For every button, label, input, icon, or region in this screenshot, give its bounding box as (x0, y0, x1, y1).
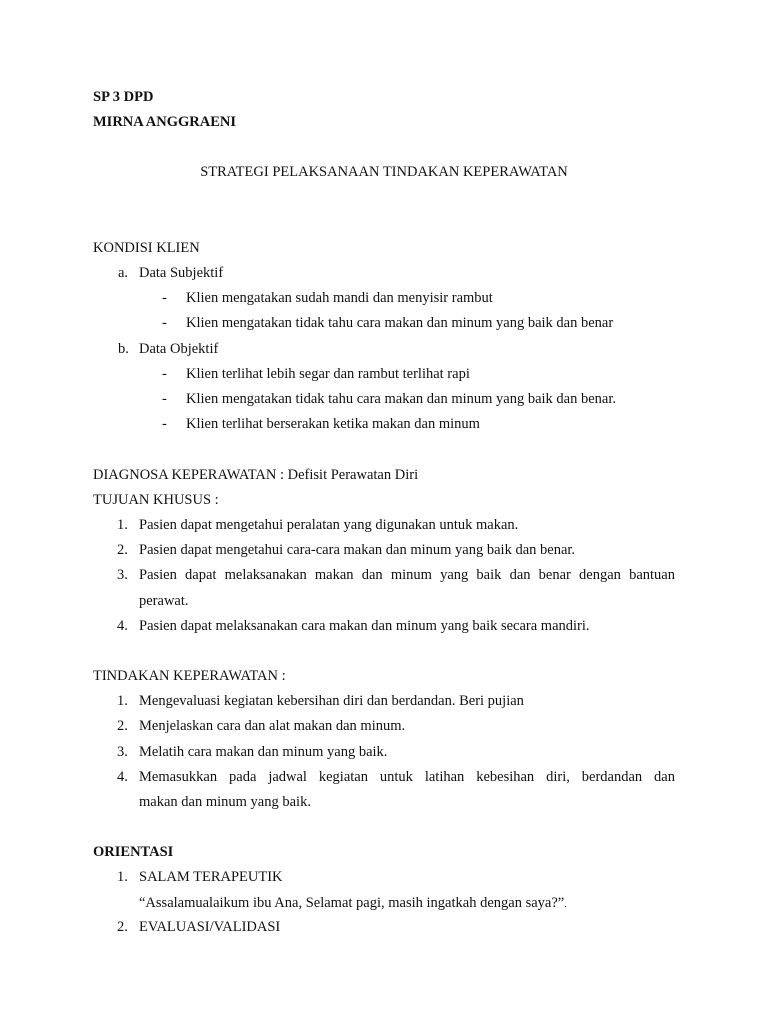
list-item: Pasien dapat melaksanakan makan dan minum yang baik dan benar dengan bantuan (139, 567, 675, 583)
list-number: 2. (117, 919, 128, 935)
list-item: Klien mengatakan sudah mandi dan menyisir rambut (186, 290, 493, 306)
document-code: SP 3 DPD (93, 89, 154, 105)
list-dash: - (162, 315, 167, 331)
list-item: Menjelaskan cara dan alat makan dan minum. (139, 718, 406, 734)
list-number: 4. (117, 618, 128, 634)
subjektif-marker: a. (118, 265, 129, 281)
list-dash: - (162, 290, 167, 306)
list-number: 3. (117, 567, 128, 583)
tindakan-heading: TINDAKAN KEPERAWATAN : (93, 668, 286, 684)
author-name: MIRNA ANGGRAENI (93, 114, 236, 130)
list-number: 1. (117, 693, 128, 709)
list-item: Klien mengatakan tidak tahu cara makan dan minum yang baik dan benar (186, 315, 614, 331)
list-item: SALAM TERAPEUTIK (139, 869, 283, 885)
subjektif-label: Data Subjektif (139, 265, 224, 281)
list-number: 2. (117, 542, 128, 558)
list-dash: - (162, 416, 167, 432)
list-number: 2. (117, 718, 128, 734)
list-number: 4. (117, 769, 128, 785)
list-number: 1. (117, 869, 128, 885)
list-item: EVALUASI/VALIDASI (139, 919, 281, 935)
list-number: 3. (117, 744, 128, 760)
tujuan-heading: TUJUAN KHUSUS : (93, 492, 219, 508)
list-item: Klien mengatakan tidak tahu cara makan dan minum yang baik dan benar. (186, 391, 617, 407)
diagnosa-line: DIAGNOSA KEPERAWATAN : Defisit Perawatan Diri (93, 467, 419, 483)
document-title: STRATEGI PELAKSANAAN TINDAKAN KEPERAWATAN (200, 164, 568, 180)
list-number: 1. (117, 517, 128, 533)
kondisi-heading: KONDISI KLIEN (93, 240, 200, 256)
list-item: Klien terlihat berserakan ketika makan dan minum (186, 416, 480, 432)
quote-end: . (564, 899, 567, 909)
quote-text: “Assalamualaikum ibu Ana, Selamat pagi, masih ingatkah dengan saya?” (139, 895, 565, 911)
list-dash: - (162, 391, 167, 407)
list-item-continuation: perawat. (139, 593, 189, 609)
objektif-label: Data Objektif (139, 341, 219, 357)
objektif-marker: b. (118, 341, 129, 357)
orientasi-heading: ORIENTASI (93, 844, 174, 860)
list-item: Memasukkan pada jadwal kegiatan untuk latihan kebesihan diri, berdandan dan (139, 769, 675, 785)
list-item: Pasien dapat melaksanakan cara makan dan minum yang baik secara mandiri. (139, 618, 590, 634)
list-item: Melatih cara makan dan minum yang baik. (139, 744, 388, 760)
list-item: Mengevaluasi kegiatan kebersihan diri dan berdandan. Beri pujian (139, 693, 524, 709)
list-item: Klien terlihat lebih segar dan rambut terlihat rapi (186, 366, 470, 382)
list-item-continuation: makan dan minum yang baik. (139, 794, 311, 810)
greeting-quote (139, 894, 566, 913)
list-dash: - (162, 366, 167, 382)
list-item: Pasien dapat mengetahui cara-cara makan dan minum yang baik dan benar. (139, 542, 576, 558)
list-item: Pasien dapat mengetahui peralatan yang digunakan untuk makan. (139, 517, 519, 533)
